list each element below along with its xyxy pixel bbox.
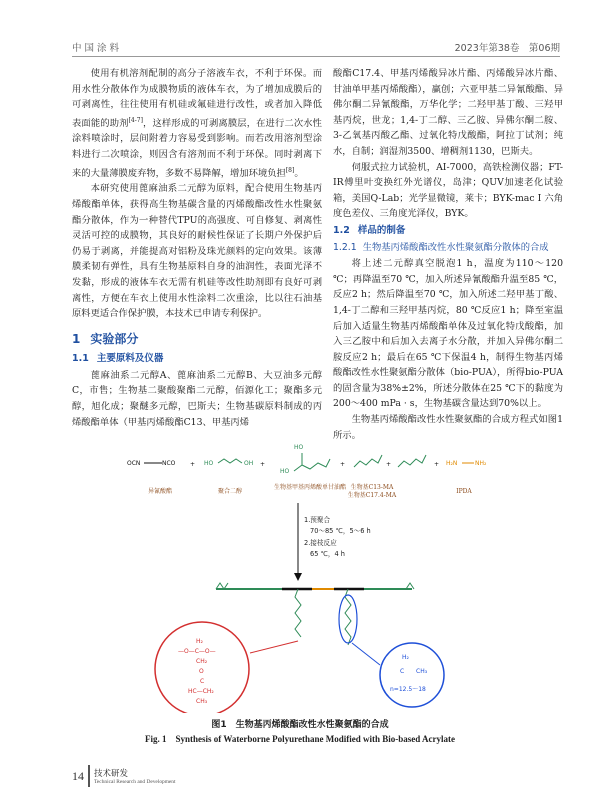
paragraph: 生物基丙烯酸酯改性水性聚氨酯的合成方程式如图1所示。: [333, 414, 563, 441]
paragraph: 蓖麻油系二元醇A、蓖麻油系二元醇B、大豆油多元醇C，市售；生物基二聚酸聚酯二元醇，佰源化工；聚酯多元醇，旭化成；聚醚多元醇，巴斯夫；生物基碳原料制成的丙烯酸酯单体（甲基丙烯酸酯C13、甲基丙烯: [72, 369, 322, 428]
condition-step2: 2.接枝反应: [304, 539, 337, 547]
reagent-isocyanate: [127, 460, 176, 495]
svg-text:H₂N: H₂N: [446, 460, 458, 467]
plus-sign: +: [434, 461, 440, 468]
synthesis-diagram: [72, 443, 562, 713]
condition-step2-detail: 65 ℃，4 h: [310, 550, 345, 558]
plus-sign: +: [190, 461, 196, 468]
paragraph: 使用有机溶剂配制的高分子溶液车衣，不利于环保。而用水性分散体作为成膜物质的液体车衣，为了增加成膜后的可剥离性，往往使用有机硅或氟硅进行改性，或者加入降低表面能的助剂[4-7]，这样形成的可剥离膜层，在进行二次水性涂料喷涂时，层间附着力容易受到影响。而若改用溶剂型涂料进行二次喷涂，则因含有溶剂而不利于环保。同时剥离下来的大量薄膜废弃物，多数不易降解，增加环境负担[8]。: [72, 68, 322, 179]
acrylate-ester-structure: [178, 638, 216, 705]
reagent-label: 生物基C17.4-MA: [347, 492, 397, 499]
reagent-ipda: [446, 460, 487, 495]
svg-text:O: O: [199, 668, 204, 675]
reagent-label: 生物基C13-MA: [350, 484, 394, 491]
plus-sign: +: [386, 461, 392, 468]
svg-text:HO: HO: [280, 468, 290, 475]
blue-circle-detail: [380, 643, 444, 707]
figure-caption-en: Fig. 1 Synthesis of Waterborne Polyurethane Modified with Bio-based Acrylate: [145, 734, 455, 744]
reagent-c174-ma: [398, 455, 426, 467]
svg-text:NCO: NCO: [162, 460, 176, 467]
header-divider: [72, 56, 560, 57]
svg-text:C: C: [200, 678, 205, 685]
reagent-label: 聚合二醇: [217, 488, 243, 495]
plus-sign: +: [260, 461, 266, 468]
reagent-glycerol-methacrylate: [274, 444, 346, 491]
svg-text:OCN: OCN: [127, 460, 141, 467]
blue-pointer: [352, 643, 380, 665]
svg-text:NH₂: NH₂: [475, 460, 487, 467]
svg-text:OH: OH: [244, 460, 254, 467]
blue-highlight-ellipse: [339, 595, 357, 643]
arrow-head-icon: [294, 573, 302, 581]
issue-info: 2023年第38卷 第06期: [454, 43, 560, 54]
condition-step1: 1.预聚合: [304, 516, 331, 524]
svg-text:HO: HO: [204, 460, 214, 467]
figure-caption-cn: 图1 生物基丙烯酸酯改性水性聚氨酯的合成: [211, 720, 389, 730]
footer-divider: [88, 765, 90, 787]
condition-step1-detail: 70～85 ℃，5～6 h: [310, 527, 371, 535]
subsection-heading: 1.2 样品的制备: [333, 224, 406, 236]
reagent-diol: [204, 459, 253, 495]
page-footer: [72, 765, 176, 787]
paragraph: 伺服式拉力试验机，AI-7000，高铁检测仪器；FT-IR傅里叶变换红外光谱仪，岛津；QUV加速老化试验箱，美国Q-Lab；光学显微镜，莱卡；BYK-mac Ⅰ 六角度色差仪、三角度光泽仪，BYK。: [333, 161, 563, 220]
svg-text:HC—CH₂: HC—CH₂: [188, 688, 214, 695]
section-name-cn: 技术研发: [94, 769, 129, 779]
reagent-label: 异氰酸酯: [147, 488, 173, 495]
svg-text:CH₃: CH₃: [416, 668, 428, 675]
paragraph: 本研究使用蓖麻油系二元醇为原料，配合使用生物基丙烯酸酯单体，获得高生物基碳含量的丙烯酸酯改性水性聚氨酯分散体，作为一种替代TPU的高强度、可自修复、剥离性灵活可控的成膜物，其良好的耐候性保证了长期户外保护后仍易于剥离，并能提高对铝粉及珠光颜料的定向效果。该薄膜柔韧有弹性，具有生物基原料自身的油润性，表面光泽不发黏，形成的液体车衣无需有机硅等改性助剂即有良好可剥离性，方便在车衣上使用水性涂料二次重涂，比以往石油基原料更适合作保护膜，本技术已申请专利保护。: [72, 183, 322, 320]
left-column: [72, 66, 322, 430]
paragraph: 酸酯C17.4、甲基丙烯酸异冰片酯、丙烯酸异冰片酯、甘油单甲基丙烯酸酯），赢创；六亚甲基二异氰酸酯、异佛尔酮二异氰酸酯，万华化学；二羟甲基丁酸、三羟甲基丙烷，世龙；1,4-丁二醇、三乙胺、异佛尔酮二胺、3-乙氧基丙酸乙酯、过氧化特戊酸酯，阿拉丁试剂；纯水，自制；润湿剂3500、增稠剂1130，巴斯夫。: [333, 68, 563, 157]
journal-name: 中 国 涂 料: [72, 43, 120, 54]
svg-text:H₂: H₂: [196, 638, 203, 645]
section-heading: 1 实验部分: [72, 331, 139, 346]
alkyl-chain-structure: [390, 654, 428, 693]
plus-sign: +: [340, 461, 346, 468]
svg-text:H₂: H₂: [402, 654, 409, 661]
svg-text:CH₂: CH₂: [196, 658, 208, 665]
paragraph: 将上述二元醇真空脱泡1 h，温度为110～120 ℃；再降温至70 ℃，加入所述异氰酸酯升温至85 ℃，反应2 h；然后降温至70 ℃，加入所述二羟甲基丁酸、1,4-丁二醇和三羟甲基丙烷，80 ℃反应1 h；降至室温后加入适量生物基丙烯酸酯单体及过氧化特戊酸酯，加入三乙胺中和后加入去离子水分散，并加入异佛尔酮二胺反应2 h；最后在65 ℃下保温4 h，制得生物基丙烯酸酯改性水性聚氨酯分散体（bio-PUA），所得bio-PUA的固含量为38%±2%，所述分散体在25 ℃下的黏度为200～400 mPa · s，生物基碳含量达到70%以上。: [333, 258, 563, 410]
svg-text:n=12.5～18: n=12.5～18: [390, 686, 426, 693]
synthesis-figure: [72, 443, 562, 713]
polymer-chain: [216, 583, 414, 645]
section-name-en: Technical Research and Development: [94, 779, 176, 785]
svg-text:CH₃: CH₃: [196, 698, 208, 705]
right-column: [333, 66, 563, 443]
reagent-label: IPDA: [456, 488, 472, 495]
subsubsection-heading: 1.2.1 生物基丙烯酸酯改性水性聚氨酯分散体的合成: [333, 241, 549, 253]
svg-text:HO: HO: [294, 444, 304, 451]
page-number: 14: [72, 768, 84, 783]
svg-text:C: C: [400, 668, 405, 675]
reagent-label: 生物基甲基丙烯酸单甘油酯: [273, 484, 347, 491]
svg-text:—O—C—O—: —O—C—O—: [178, 648, 216, 655]
red-pointer: [250, 641, 298, 653]
subsection-heading: 1.1 主要原料及仪器: [72, 353, 164, 365]
